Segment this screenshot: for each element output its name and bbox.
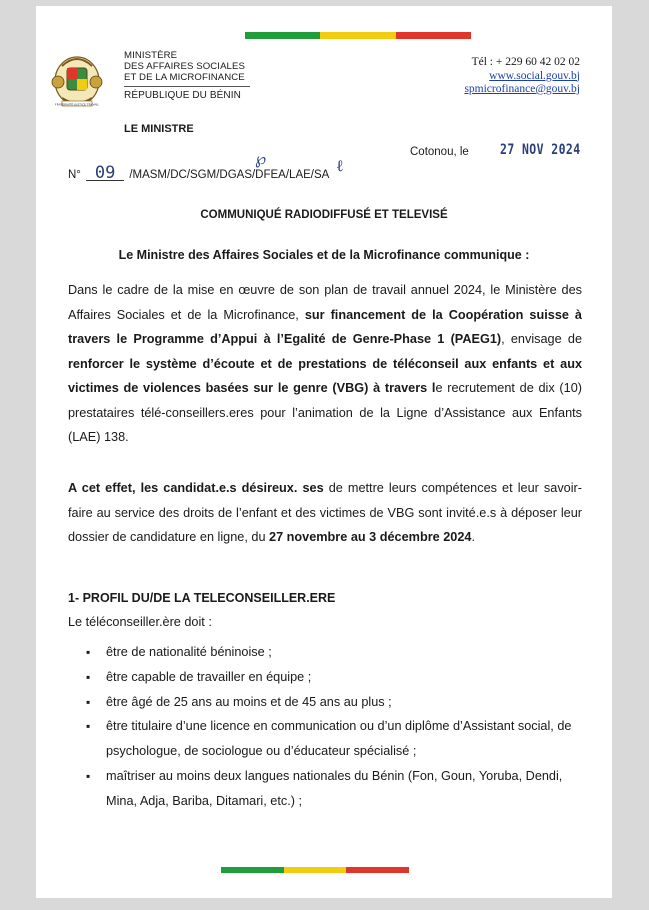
handwritten-initial-mark: ℘ [255, 149, 267, 168]
communique-intro: Le Ministre des Affaires Sociales et de la Microfinance communique : [118, 248, 530, 262]
reference-handwritten-number: 09 [86, 166, 124, 181]
handwritten-initial-mark: ℓ [336, 156, 344, 175]
flag-stripe-green [245, 32, 320, 39]
list-item: ▪ maîtriser au moins deux langues nationales du Bénin (Fon, Goun, Yoruba, Dendi, Mina, Adja, Bariba, Ditamari, etc.) ; [68, 764, 582, 814]
flag-bar-bottom [221, 867, 409, 873]
text-run: e recrutement de dix (10) prestataires télé-conseillers.eres pour l’animation de la Ligne d’Assistance aux Enfants (LAE) 138. [68, 381, 582, 444]
svg-text:FRATERNITÉ JUSTICE TRAVAIL: FRATERNITÉ JUSTICE TRAVAIL [55, 102, 99, 107]
paragraph-context [68, 278, 582, 450]
flag-stripe-red [346, 867, 409, 873]
flag-stripe-yellow [284, 867, 347, 873]
website-link[interactable]: www.social.gouv.bj [489, 69, 580, 82]
reference-number [68, 163, 330, 183]
ministry-line: ET DE LA MICROFINANCE [124, 72, 245, 83]
text-run: de mettre leurs compétences et leur savoir-faire au service des droits de l’enfant et des victimes de VBG sont invité.e.s à déposer leur dossier de candidature en ligne, du [68, 481, 582, 544]
list-item: ▪ être capable de travailler en équipe ; [68, 665, 582, 690]
signatory-title: LE MINISTRE [124, 123, 194, 135]
date-stamp: 27 NOV 2024 [500, 142, 581, 158]
bold-text-run: 27 novembre au 3 décembre 2024 [269, 530, 472, 544]
flag-stripe-red [396, 32, 471, 39]
list-item: ▪ être de nationalité béninoise ; [68, 640, 582, 665]
communique-title: COMMUNIQUÉ RADIODIFFUSÉ ET TELEVISÉ [200, 209, 448, 221]
bold-text-run: A cet effet, les candidat.e.s désireux. ses [68, 481, 324, 495]
reference-code: /MASM/DC/SGM/DGAS/DFEA/LAE/SA [129, 169, 330, 181]
profile-requirements-list [68, 640, 582, 814]
document-page [36, 6, 612, 898]
ministry-line: MINISTÈRE [124, 50, 178, 61]
text-run: , envisage de [501, 332, 583, 346]
section-heading: 1- PROFIL DU/DE LA TELECONSEILLER.ERE [68, 591, 336, 605]
text-run: . [471, 530, 475, 544]
section-lead: Le téléconseiller.ère doit : [68, 615, 212, 629]
flag-bar-top [245, 32, 471, 39]
dateline-city: Cotonou, le [410, 146, 469, 158]
flag-stripe-green [221, 867, 284, 873]
header-divider [124, 86, 250, 87]
benin-coat-of-arms-icon [48, 48, 106, 112]
bold-text-run: renforcer le système d’écoute et de prestations de téléconseil aux enfants et aux victimes de violences basées sur le genre (VBG) à travers l [68, 356, 582, 395]
ministry-line: DES AFFAIRES SOCIALES [124, 61, 245, 72]
bold-text-run: sur financement de la Coopération suisse à travers le Programme d’Appui à l’Egalité de Genre-Phase 1 (PAEG1) [68, 307, 582, 346]
email-link[interactable]: spmicrofinance@gouv.bj [464, 83, 580, 95]
list-item: ▪ être âgé de 25 ans au moins et de 45 ans au plus ; [68, 690, 582, 715]
phone-number: Tél : + 229 60 42 02 02 [471, 56, 580, 68]
reference-prefix: N° [68, 169, 81, 181]
text-run: Dans le cadre de la mise en œuvre de son plan de travail annuel 2024, le Ministère des Affaires Sociales et de la Microfinance, [68, 283, 582, 322]
ministry-header [124, 50, 250, 101]
list-item: ▪ être titulaire d’une licence en communication ou d’un diplôme d’Assistant social, de psychologue, de sociologue ou d’éducateur spécialisé ; [68, 714, 582, 764]
contact-block [464, 56, 580, 97]
republic-name: RÉPUBLIQUE DU BÉNIN [124, 90, 241, 101]
flag-stripe-yellow [320, 32, 395, 39]
paragraph-invitation [68, 476, 582, 550]
